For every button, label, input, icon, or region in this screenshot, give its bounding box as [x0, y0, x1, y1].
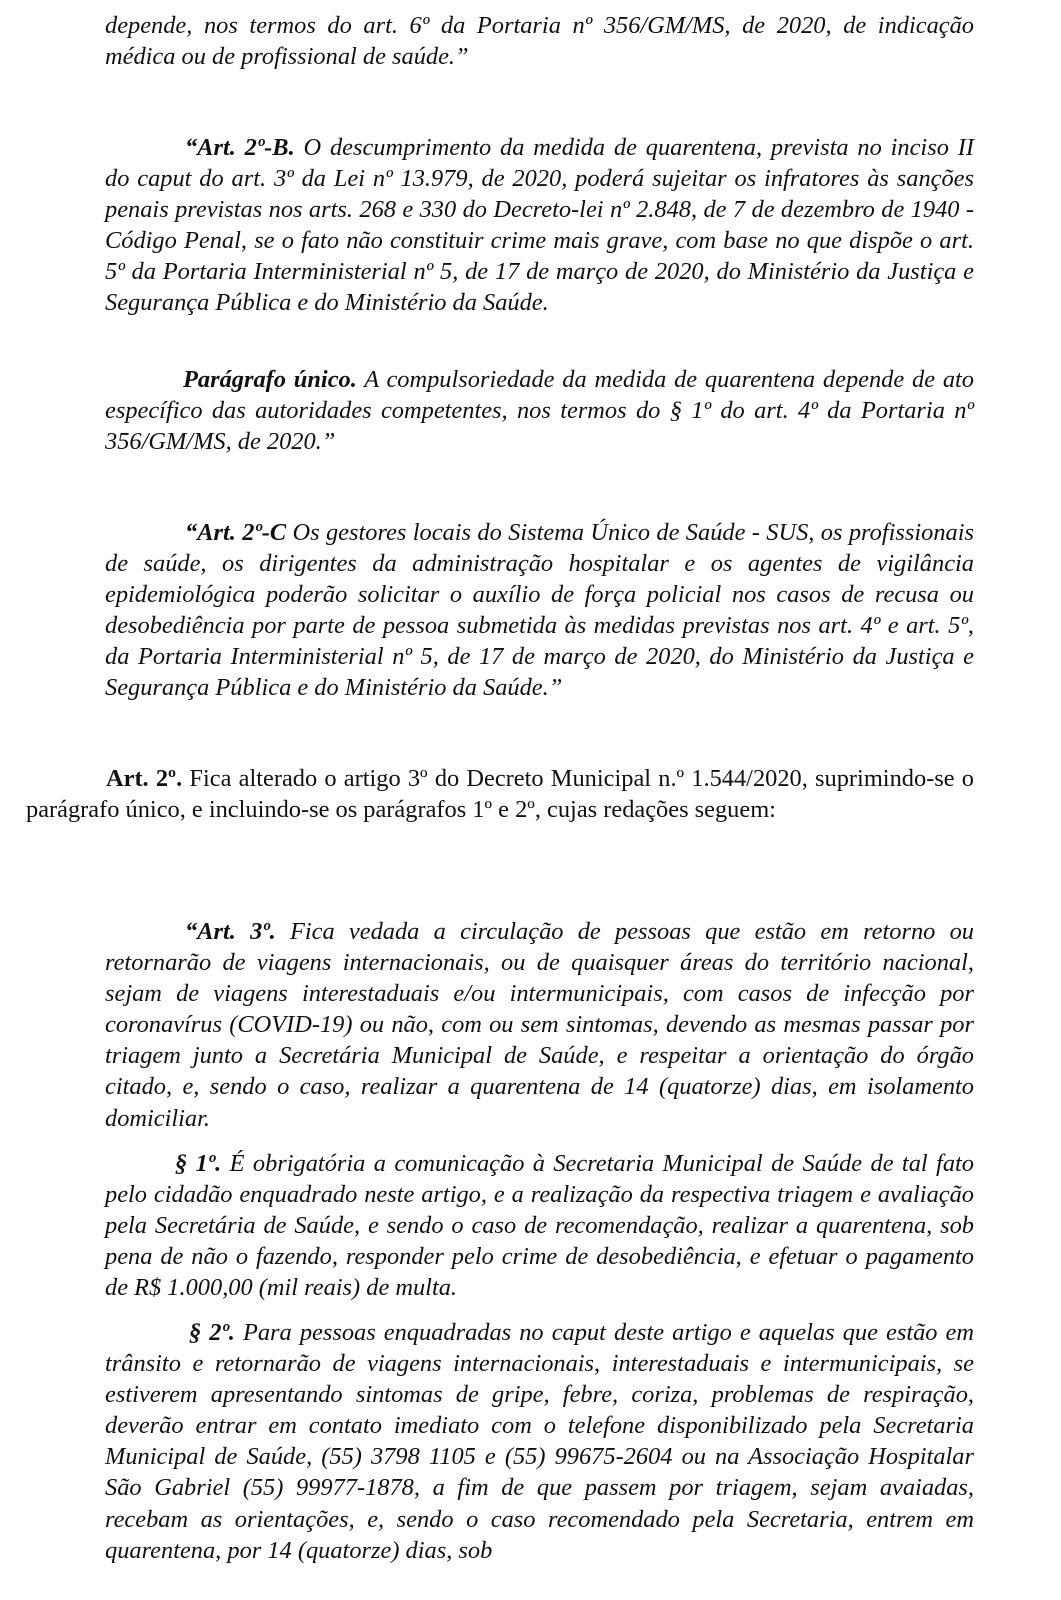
- paragraph-art2a-end: [105, 10, 974, 72]
- paragraph-art2c: [105, 517, 974, 704]
- paragraph-text: O descumprimento da medida de quarentena, prevista no inciso II do caput do art. 3º da Lei nº 13.979, de 2020, poderá sujeitar os infratores às sanções penais previstas nos arts. 268 e 330 do Decreto-lei nº 2.848, de 7 de dezembro de 1940 - Código Penal, se o fato não constituir crime mais grave, com base no que dispõe o art. 5º da Portaria Interministerial nº 5, de 17 de março de 2020, do Ministério da Justiça e Segurança Pública e do Ministério da Saúde.: [105, 134, 974, 317]
- paragraph-text: É obrigatória a comunicação à Secretaria Municipal de Saúde de tal fato pelo cidadão enquadrado neste artigo, e a realização da respectiva triagem e avaliação pela Secretária de Saúde, e sendo o caso de recomendação, realizar a quarentena, sob pena de não o fazendo, responder pelo crime de desobediência, e efetuar o pagamento de R$ 1.000,00 (mil reais) de multa.: [105, 1150, 974, 1302]
- paragraph-art3-par1: [105, 1148, 974, 1303]
- paragraph-text: A compulsoriedade da medida de quarentena depende de ato específico das autoridades competentes, nos termos do § 1º do art. 4º da Portaria nº 356/GM/MS, de 2020.”: [105, 366, 974, 456]
- article-heading: § 1º.: [175, 1150, 222, 1177]
- paragraph-text: Fica vedada a circulação de pessoas que estão em retorno ou retornarão de viagens internacionais, ou de quaisquer áreas do território nacional, sejam de viagens interestaduais e/ou intermunicipais, com casos de infecção por coronavírus (COVID-19) ou não, com ou sem sintomas, devendo as mesmas passar por triagem junto a Secretária Municipal de Saúde, e respeitar a orientação do órgão citado, e, sendo o caso, realizar a quarentena de 14 (quatorze) dias, em isolamento domiciliar.: [105, 918, 974, 1132]
- article-heading: Parágrafo único.: [183, 366, 357, 393]
- paragraph-art3: [105, 916, 974, 1134]
- paragraph-text: depende, nos termos do art. 6º da Portaria nº 356/GM/MS, de 2020, de indicação médica ou de profissional de saúde.”: [105, 12, 974, 71]
- article-heading: § 2º.: [189, 1319, 235, 1346]
- paragraph-art2b: [105, 132, 974, 319]
- article-heading: Art. 2º.: [106, 765, 183, 792]
- article-heading: “Art. 2º-B.: [185, 134, 295, 161]
- paragraph-art3-par2: [105, 1317, 974, 1566]
- article-heading: “Art. 2º-C: [185, 519, 287, 546]
- paragraph-art2: [26, 763, 974, 825]
- paragraph-art2b-sole: [105, 364, 974, 457]
- paragraph-text: Os gestores locais do Sistema Único de Saúde - SUS, os profissionais de saúde, os dirigentes da administração hospitalar e os agentes de vigilância epidemiológica poderão solicitar o auxílio de força policial nos casos de recusa ou desobediência por parte de pessoa submetida às medidas previstas nos art. 4º e art. 5º, da Portaria Interministerial nº 5, de 17 de março de 2020, do Ministério da Justiça e Segurança Pública e do Ministério da Saúde.”: [105, 519, 974, 702]
- paragraph-text: Para pessoas enquadradas no caput deste artigo e aquelas que estão em trânsito e retornarão de viagens internacionais, interestaduais e intermunicipais, se estiverem apresentando sintomas de gripe, febre, coriza, problemas de respiração, deverão entrar em contato imediato com o telefone disponibilizado pela Secretaria Municipal de Saúde, (55) 3798 1105 e (55) 99675-2604 ou na Associação Hospitalar São Gabriel (55) 99977-1878, a fim de que passem por triagem, sejam avaiadas, recebam as orientações, e, sendo o caso recomendado pela Secretaria, entrem em quarentena, por 14 (quatorze) dias, sob: [105, 1319, 974, 1564]
- article-heading: “Art. 3º.: [185, 918, 276, 945]
- paragraph-text: Fica alterado o artigo 3º do Decreto Municipal n.º 1.544/2020, suprimindo-se o parágrafo único, e incluindo-se os parágrafos 1º e 2º, cujas redações seguem:: [26, 765, 974, 824]
